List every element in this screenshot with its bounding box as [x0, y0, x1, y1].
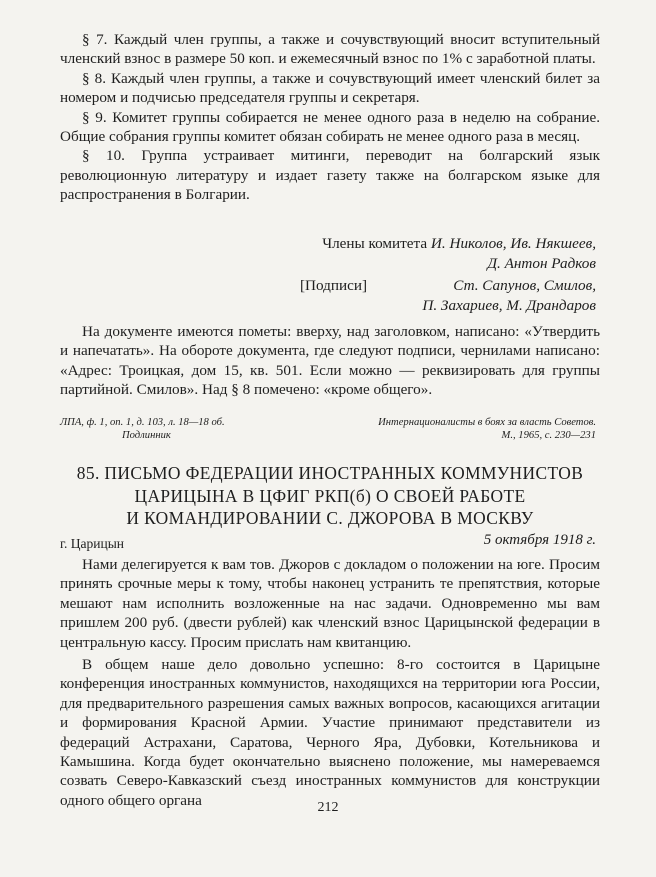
letter-body — [60, 555, 600, 810]
date: 5 октября 1918 г. — [483, 532, 596, 548]
committee-names-1: И. Николов, Ив. Някшеев, — [430, 235, 596, 252]
place: г. Царицын — [60, 536, 124, 551]
signed-names-1: Ст. Сапунов, Смилов, — [453, 277, 596, 294]
letter-paragraph-2: В общем наше дело довольно успешно: 8-го состоится в Царицыне конференция иностранных коммунистов, находящихся на территории юга России, для предварительного разрешения самых важных вопросов, касающихся агитации и формирования Красной Армии. Участие принимают представители из федераций Астрахани, Саратова, Черного Яра, Дубовки, Котельникова и Камышина. Когда будет окончательно выяснено положение, мы намереваемся созвать Северо-Кавказский съезд иностранных коммунистов для конструкции одного общего органа — [60, 656, 600, 809]
committee-label: Члены комитета — [322, 235, 428, 252]
note-paragraph: На документе имеются пометы: вверху, над заголовком, написано: «Утвердить и напечатать». На обороте документа, где следуют подписи, чернилами написано: «Адрес: Троицкая, дом 15, кв. 501. Если можно — реквизировать для группы партийной. Смилов». Над § 8 помечено: «кроме общего». — [60, 323, 600, 399]
source-right-2: М., 1965, с. 230—231 — [501, 430, 596, 441]
title-line-3: И КОМАНДИРОВАНИИ С. ДЖОРОВА В МОСКВУ — [126, 508, 534, 528]
committee-names-2: Д. Антон Радков — [487, 255, 596, 272]
paragraph-10: § 10. Группа устраивает митинги, переводит на болгарский язык революционную литературу и издает газету также на болгарском языке для распространения в Болгарии. — [60, 147, 600, 204]
paragraph-7: § 7. Каждый член группы, а также и сочувствующий вносит вступительный членский взнос в размере 50 коп. и ежемесячный взнос по 1% с заработной платы. — [60, 31, 600, 68]
source-left-2: Подлинник — [122, 430, 171, 441]
archive-source — [60, 416, 310, 442]
document-title — [40, 462, 620, 530]
page-number: 212 — [317, 800, 339, 815]
paragraph-8: § 8. Каждый член группы, а также и сочувствующий имеет членский билет за номером и подчисью председателя группы и секретаря. — [60, 69, 600, 107]
title-line-1: 85. ПИСЬМО ФЕДЕРАЦИИ ИНОСТРАННЫХ КОММУНИСТОВ — [76, 463, 584, 483]
signed-names-2: П. Захариев, М. Драндаров — [422, 297, 596, 314]
publication-source — [336, 416, 596, 442]
letter-paragraph-1: Нами делегируется к вам тов. Джоров с докладом о положении на юге. Просим принять срочные меры к тому, чтобы наконец устранить те препятствия, которые мешают нам исполнить возложенные на нас задачи. Одновременно мы вам пришлем 200 руб. (двести рублей) как членский взнос Царицынской федерации в центральную кассу. Просим прислать нам квитанцию. — [60, 556, 600, 651]
committee-line — [322, 234, 596, 253]
source-left-1: ЛПА, ф. 1, оп. 1, д. 103, л. 18—18 об. — [60, 417, 225, 428]
archive-note — [60, 322, 600, 400]
title-line-2: ЦАРИЦЫНА В ЦФИГ РКП(б) О СВОЕЙ РАБОТЕ — [134, 485, 526, 506]
signed-label: [Подписи] — [300, 277, 368, 294]
charter-paragraphs — [60, 30, 600, 205]
source-right-1: Интернационалисты в боях за власть Советов. — [378, 417, 596, 428]
paragraph-9: § 9. Комитет группы собирается не менее одного раза в неделю на собрание. Общие собрания группы комитет обязан собирать не менее одного раза в месяц. — [60, 108, 600, 146]
